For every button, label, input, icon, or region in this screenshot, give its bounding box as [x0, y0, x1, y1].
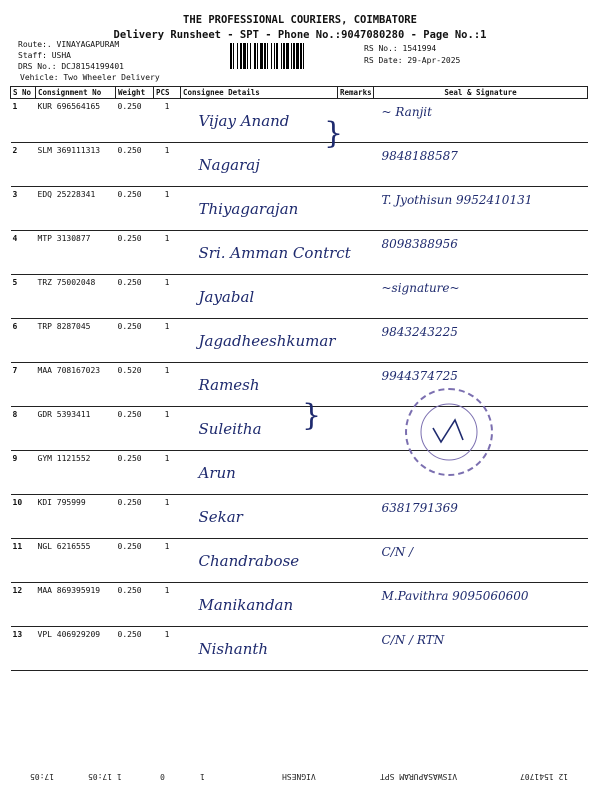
company-title: THE PROFESSIONAL COURIERS, COIMBATORE — [183, 14, 417, 26]
row-signature — [374, 495, 588, 539]
signature-handwriting: ~signature~ — [381, 281, 460, 295]
row-sno: 7 — [11, 363, 36, 407]
row-pcs: 1 — [154, 143, 181, 187]
row-consignment: EDQ 25228341 — [36, 187, 116, 231]
row-consignment: TRZ 75002048 — [36, 275, 116, 319]
consignee-handwriting: Thiyagarajan — [198, 200, 299, 218]
row-sno: 1 — [11, 99, 36, 143]
table-row — [11, 231, 588, 275]
row-signature — [374, 231, 588, 275]
row-remarks — [338, 319, 374, 363]
row-pcs: 1 — [154, 99, 181, 143]
row-sno: 3 — [11, 187, 36, 231]
footer-staff: VISWASAPURAM SPT — [380, 772, 458, 781]
table-row — [11, 187, 588, 231]
row-weight: 0.250 — [116, 319, 154, 363]
row-pcs: 1 — [154, 275, 181, 319]
row-consignment: VPL 406929209 — [36, 627, 116, 671]
consignee-handwriting: Jayabal — [198, 288, 255, 306]
row-pcs: 1 — [154, 187, 181, 231]
row-remarks — [338, 627, 374, 671]
row-sno: 10 — [11, 495, 36, 539]
row-pcs: 1 — [154, 539, 181, 583]
row-signature — [374, 143, 588, 187]
row-sno: 4 — [11, 231, 36, 275]
row-consignment: NGL 6216555 — [36, 539, 116, 583]
table-row — [11, 451, 588, 495]
table-row — [11, 407, 588, 451]
signature-handwriting: T. Jyothisun 9952410131 — [381, 193, 533, 207]
consignee-handwriting: Manikandan — [198, 596, 294, 614]
table-row — [11, 363, 588, 407]
row-consignment: GDR 5393411 — [36, 407, 116, 451]
signature-handwriting: C/N / RTN — [381, 633, 445, 647]
footer-time-2: 17:05 — [30, 772, 55, 781]
row-signature — [374, 187, 588, 231]
consignee-handwriting: Nagaraj — [198, 156, 260, 174]
row-signature — [374, 583, 588, 627]
footer-mid: 0 — [160, 772, 165, 781]
row-consignee — [181, 583, 338, 627]
table-header-row — [11, 87, 588, 99]
table-row — [11, 275, 588, 319]
table-row — [11, 583, 588, 627]
row-sno: 9 — [11, 451, 36, 495]
company-seal — [405, 388, 493, 476]
row-consignee — [181, 451, 338, 495]
col-sno: S No — [11, 87, 36, 99]
footer-name: VIGNESH — [282, 772, 316, 781]
signature-handwriting: 6381791369 — [381, 501, 458, 515]
row-pcs: 1 — [154, 231, 181, 275]
row-consignee — [181, 627, 338, 671]
row-consignee — [181, 187, 338, 231]
col-remarks: Remarks — [338, 87, 374, 99]
row-consignee — [181, 99, 338, 143]
runsheet-subtitle: Delivery Runsheet - SPT - Phone No.:9047080280 - Page No.:1 — [113, 29, 487, 41]
row-weight: 0.250 — [116, 143, 154, 187]
row-weight: 0.250 — [116, 539, 154, 583]
row-pcs: 1 — [154, 627, 181, 671]
footer-time: 1 17:05 — [88, 772, 122, 781]
row-weight: 0.250 — [116, 275, 154, 319]
row-weight: 0.250 — [116, 407, 154, 451]
row-signature — [374, 539, 588, 583]
row-pcs: 1 — [154, 363, 181, 407]
consignee-handwriting: Ramesh — [198, 376, 260, 394]
row-pcs: 1 — [154, 583, 181, 627]
row-signature — [374, 627, 588, 671]
row-remarks — [338, 451, 374, 495]
brace-mark: } — [324, 116, 344, 151]
consignee-handwriting: Vijay Anand — [198, 112, 290, 130]
signature-handwriting: C/N / — [381, 545, 414, 559]
row-weight: 0.250 — [116, 99, 154, 143]
consignee-handwriting: Chandrabose — [198, 552, 300, 570]
row-remarks — [338, 407, 374, 451]
row-weight: 0.250 — [116, 231, 154, 275]
row-consignment: MAA 869395919 — [36, 583, 116, 627]
row-consignment: MTP 3130877 — [36, 231, 116, 275]
consignee-handwriting: Nishanth — [198, 640, 269, 658]
row-remarks — [338, 539, 374, 583]
signature-handwriting: M.Pavithra 9095060600 — [381, 589, 529, 603]
table-row — [11, 627, 588, 671]
row-sno: 8 — [11, 407, 36, 451]
row-consignment: KUR 696564165 — [36, 99, 116, 143]
row-consignee — [181, 495, 338, 539]
table-row — [11, 495, 588, 539]
col-pcs: PCS — [154, 87, 181, 99]
consignee-handwriting: Sekar — [198, 508, 243, 526]
row-remarks — [338, 363, 374, 407]
row-pcs: 1 — [154, 495, 181, 539]
footer-count: 1 — [200, 772, 205, 781]
row-remarks — [338, 187, 374, 231]
brace-mark: } — [302, 398, 322, 433]
rs-number: RS No.: 1541994 — [364, 44, 437, 53]
signature-handwriting: 9848188587 — [381, 149, 458, 163]
signature-handwriting: 8098388956 — [381, 237, 458, 251]
signature-handwriting: 9944374725 — [381, 369, 458, 383]
route-label: Route:. VINAYAGAPURAM — [18, 40, 120, 49]
row-signature — [374, 275, 588, 319]
table-row — [11, 539, 588, 583]
row-sno: 6 — [11, 319, 36, 363]
barcode — [230, 43, 360, 69]
row-pcs: 1 — [154, 407, 181, 451]
col-consignment: Consignment No — [36, 87, 116, 99]
table-row — [11, 99, 588, 143]
row-sno: 12 — [11, 583, 36, 627]
vehicle-label: Vehicle: Two Wheeler Delivery — [20, 73, 160, 82]
row-consignment: GYM 1121552 — [36, 451, 116, 495]
row-consignee — [181, 539, 338, 583]
signature-handwriting: 9843243225 — [381, 325, 458, 339]
runsheet-table — [10, 86, 588, 671]
row-weight: 0.250 — [116, 451, 154, 495]
table-row — [11, 143, 588, 187]
row-signature — [374, 99, 588, 143]
row-weight: 0.250 — [116, 583, 154, 627]
row-sno: 2 — [11, 143, 36, 187]
row-remarks — [338, 495, 374, 539]
row-consignee — [181, 231, 351, 275]
col-consignee: Consignee Details — [181, 87, 338, 99]
col-signature: Seal & Signature — [374, 87, 588, 99]
signature-handwriting: ~ Ranjit — [381, 105, 432, 119]
row-weight: 0.250 — [116, 187, 154, 231]
staff-label: Staff: USHA — [18, 51, 71, 60]
row-remarks — [338, 583, 374, 627]
footer-left: 12 1541707 — [520, 772, 569, 781]
row-sno: 11 — [11, 539, 36, 583]
row-remarks — [338, 275, 374, 319]
row-pcs: 1 — [154, 451, 181, 495]
consignee-handwriting: Arun — [198, 464, 236, 482]
consignee-handwriting: Jagadheeshkumar — [198, 332, 336, 350]
row-consignment: MAA 708167023 — [36, 363, 116, 407]
row-consignment: KDI 795999 — [36, 495, 116, 539]
col-weight: Weight — [116, 87, 154, 99]
table-row — [11, 319, 588, 363]
rs-date: RS Date: 29-Apr-2025 — [364, 56, 461, 65]
row-consignee — [181, 319, 338, 363]
row-pcs: 1 — [154, 319, 181, 363]
row-remarks — [338, 231, 374, 275]
row-signature — [374, 319, 588, 363]
consignee-handwriting: Suleitha — [198, 420, 262, 438]
row-consignee — [181, 143, 338, 187]
consignee-handwriting: Sri. Amman Contrct — [198, 244, 351, 262]
row-consignee — [181, 275, 338, 319]
row-sno: 5 — [11, 275, 36, 319]
drs-label: DRS No.: DCJ8154199401 — [18, 62, 124, 71]
row-consignment: SLM 369111313 — [36, 143, 116, 187]
row-weight: 0.250 — [116, 627, 154, 671]
row-consignment: TRP 8287045 — [36, 319, 116, 363]
row-weight: 0.520 — [116, 363, 154, 407]
row-weight: 0.250 — [116, 495, 154, 539]
row-sno: 13 — [11, 627, 36, 671]
